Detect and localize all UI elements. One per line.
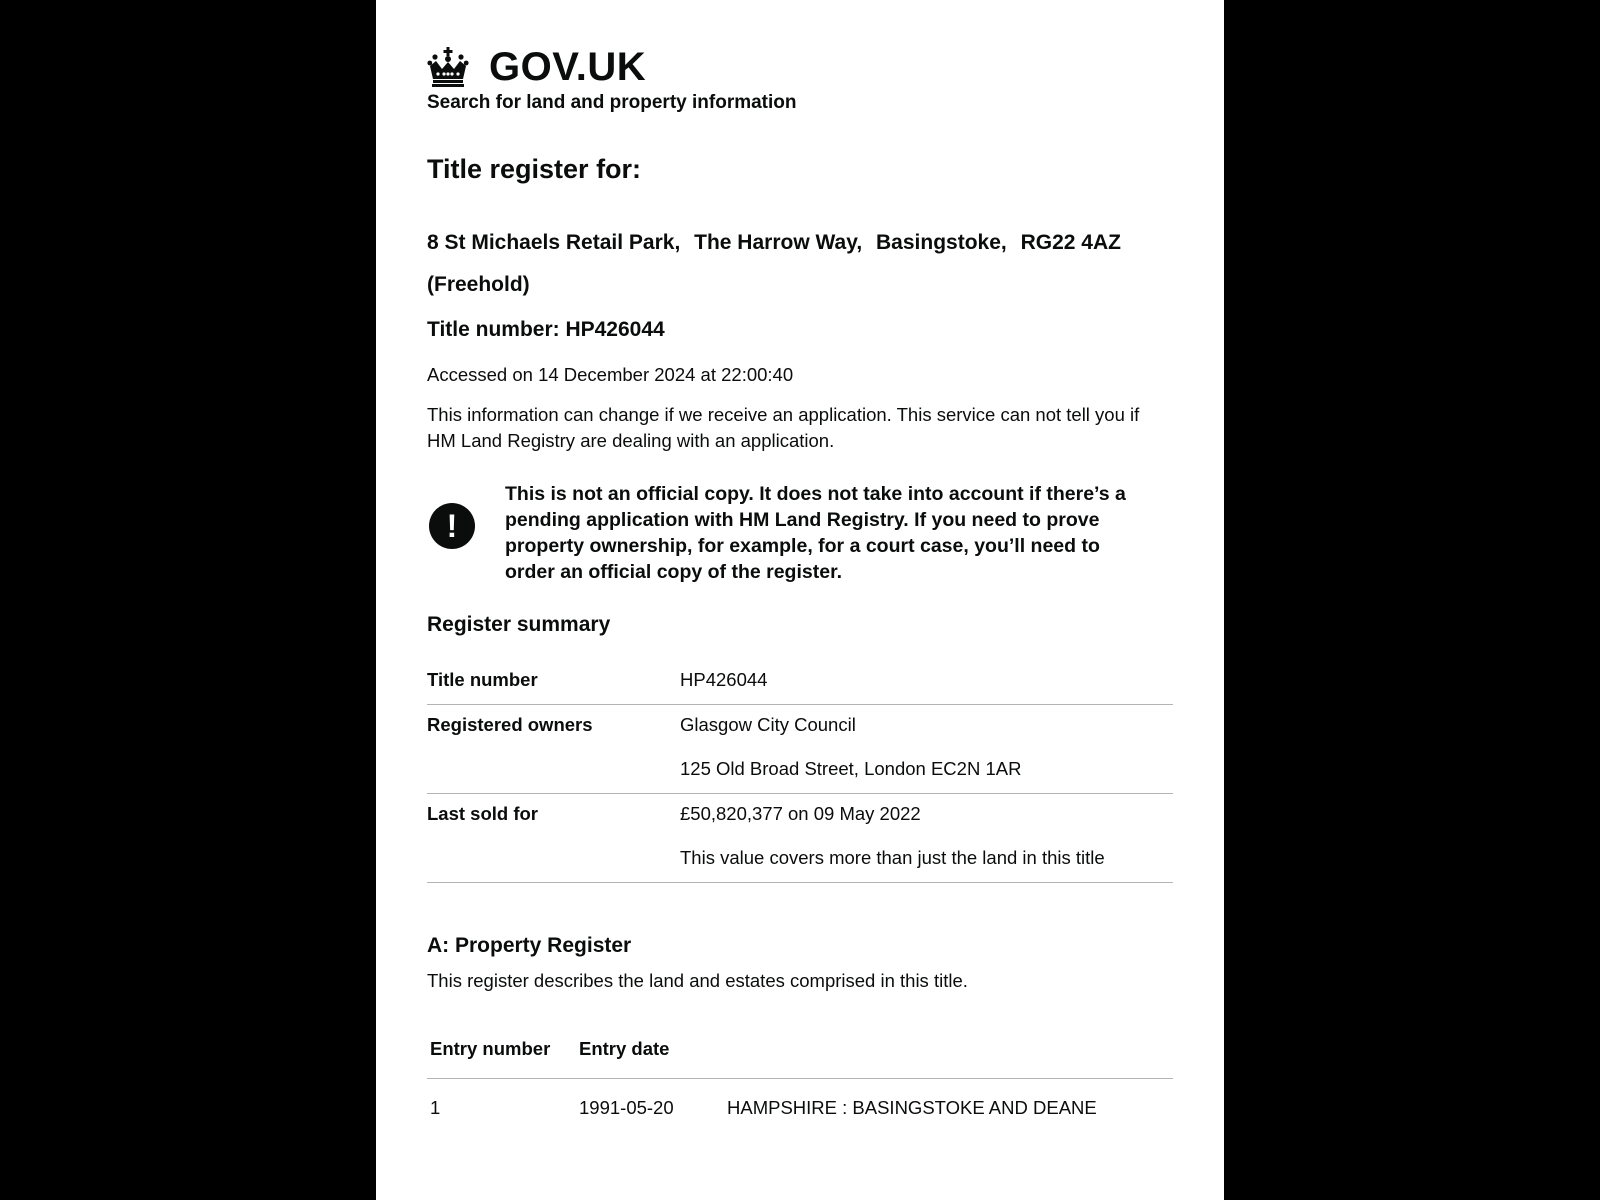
summary-value	[680, 668, 767, 692]
warning-text: This is not an official copy. It does not take into account if there’s a pending application with HM Land Registry. If you need to prove property ownership, for example, for a court case, you’ll need to order an official copy of the register.	[505, 483, 1126, 583]
summary-key: Last sold for	[427, 803, 539, 824]
entry-text: HAMPSHIRE : BASINGSTOKE AND DEANE	[727, 1097, 1097, 1118]
summary-value	[680, 802, 1105, 870]
summary-value	[680, 713, 1021, 781]
address-line: 8 St Michaels Retail Park,	[427, 231, 681, 254]
column-header-entry-number: Entry number	[427, 1030, 576, 1079]
summary-key: Registered owners	[427, 714, 593, 735]
register-summary-list	[427, 660, 1173, 883]
table-header-row	[427, 1030, 1173, 1079]
summary-row-title-number	[427, 660, 1173, 705]
tenure: (Freehold)	[427, 273, 530, 296]
address-street: The Harrow Way,	[694, 231, 863, 254]
title-number-value: HP426044	[680, 669, 768, 690]
address-town: Basingstoke,	[876, 231, 1007, 254]
address-postcode: RG22 4AZ	[1020, 231, 1121, 254]
entry-number: 1	[430, 1097, 441, 1118]
column-header-entry-date: Entry date	[576, 1030, 724, 1079]
sale-price: £50,820,377 on 09 May 2022	[680, 803, 921, 824]
title-number-heading: Title number: HP426044	[427, 318, 665, 341]
register-summary-heading: Register summary	[427, 613, 611, 636]
property-register-heading: A: Property Register	[427, 934, 632, 957]
info-text: This information can change if we receive an application. This service can not tell you if HM Land Registry are dealing with an application.	[427, 404, 1140, 451]
summary-row-registered-owners	[427, 705, 1173, 794]
service-name[interactable]: Search for land and property information	[427, 92, 797, 113]
summary-key: Title number	[427, 669, 538, 690]
warning-box	[427, 481, 1173, 585]
owner-address: 125 Old Broad Street, London EC2N 1AR	[680, 758, 1022, 779]
crown-icon	[427, 47, 469, 87]
accessed-timestamp: Accessed on 14 December 2024 at 22:00:40	[427, 364, 794, 385]
property-register-table	[427, 1030, 1173, 1129]
owner-name: Glasgow City Council	[680, 714, 856, 735]
gov-uk-logo-text: GOV.UK	[489, 44, 647, 89]
sale-price-note: This value covers more than just the land in this title	[680, 847, 1105, 868]
entry-date: 1991-05-20	[579, 1097, 674, 1118]
table-row	[427, 1079, 1173, 1130]
page-title: Title register for:	[427, 154, 642, 184]
property-address	[427, 222, 1173, 306]
warning-icon: !	[429, 503, 475, 549]
header	[427, 44, 1173, 114]
document-page	[376, 0, 1224, 1200]
summary-row-last-sold	[427, 794, 1173, 883]
gov-uk-logo[interactable]	[427, 44, 1173, 90]
column-header-entry-text	[724, 1030, 1173, 1079]
property-register-description: This register describes the land and estates comprised in this title.	[427, 970, 968, 991]
